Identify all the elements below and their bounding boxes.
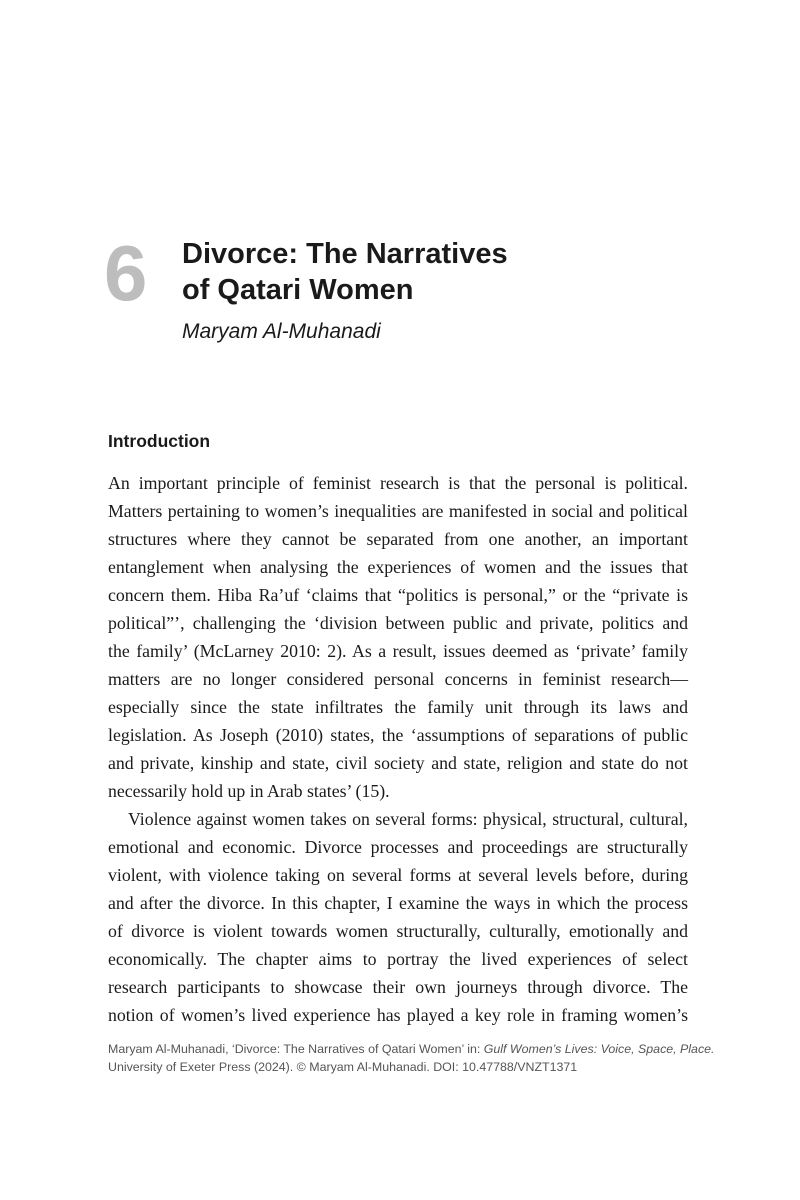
chapter-title: [182, 236, 508, 308]
text-line: economically. The chapter aims to portray the lived experiences of select: [108, 949, 688, 969]
text-line: entanglement when analysing the experiences of women and the issues that: [108, 557, 688, 577]
text-line: of divorce is violent towards women structurally, culturally, emotionally and: [108, 921, 688, 941]
chapter-author: Maryam Al-Muhanadi: [182, 320, 381, 343]
chapter-title-line-1: Divorce: The Narratives: [182, 238, 508, 270]
citation-prefix: Maryam Al-Muhanadi, ‘Divorce: The Narratives of Qatari Women’ in:: [108, 1042, 484, 1056]
text-line: political”’, challenging the ‘division between public and private, politics and: [108, 613, 688, 633]
text-line: concern them. Hiba Ra’uf ‘claims that “politics is personal,” or the “private is: [108, 585, 688, 605]
text-line: notion of women’s lived experience has played a key role in framing women’s: [108, 1005, 688, 1025]
citation-line-2: University of Exeter Press (2024). © Maryam Al-Muhanadi. DOI: 10.47788/VNZT1371: [108, 1060, 578, 1074]
text-line: matters are no longer considered personal concerns in feminist research—: [108, 669, 688, 689]
body-text: [108, 469, 688, 1029]
text-line: Violence against women takes on several forms: physical, structural, cultural,: [128, 809, 688, 829]
text-line: violent, with violence taking on several forms at several levels before, during: [108, 865, 688, 885]
text-line: and private, kinship and state, civil society and state, religion and state do not: [108, 753, 688, 773]
citation-book-title: Gulf Women’s Lives: Voice, Space, Place.: [483, 1042, 715, 1056]
paragraph-1: [108, 469, 688, 805]
citation-footer: [108, 1040, 715, 1076]
text-line: An important principle of feminist research is that the personal is political.: [108, 473, 688, 493]
text-line: Matters pertaining to women’s inequalities are manifested in social and political: [108, 501, 688, 521]
text-line: necessarily hold up in Arab states’ (15).: [108, 781, 390, 801]
text-line: the family’ (McLarney 2010: 2). As a result, issues deemed as ‘private’ family: [108, 641, 688, 661]
text-line: structures where they cannot be separated from one another, an important: [108, 529, 688, 549]
text-line: and after the divorce. In this chapter, I examine the ways in which the process: [108, 893, 688, 913]
chapter-number: 6: [104, 229, 148, 317]
text-line: research participants to showcase their own journeys through divorce. The: [108, 977, 688, 997]
chapter-title-line-2: of Qatari Women: [182, 274, 414, 306]
citation-line-1: [108, 1040, 715, 1058]
paragraph-2: [108, 805, 688, 1029]
text-line: legislation. As Joseph (2010) states, the ‘assumptions of separations of public: [108, 725, 688, 745]
text-line: emotional and economic. Divorce processes and proceedings are structurally: [108, 837, 688, 857]
section-heading: Introduction: [108, 431, 211, 451]
text-line: especially since the state infiltrates the family unit through its laws and: [108, 697, 688, 717]
